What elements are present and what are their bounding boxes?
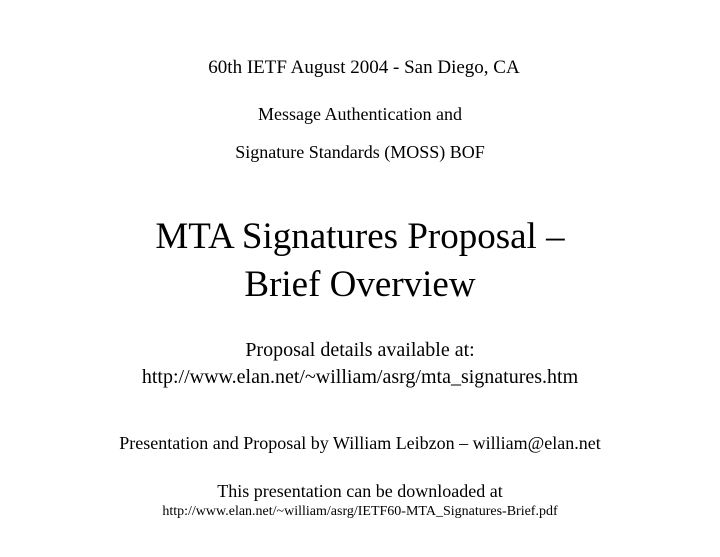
working-group-line-2: Signature Standards (MOSS) BOF bbox=[235, 142, 485, 162]
slide-title-line-2: Brief Overview bbox=[244, 264, 476, 305]
download-url[interactable]: http://www.elan.net/~william/asrg/IETF60-MTA_Signatures-Brief.pdf bbox=[162, 504, 558, 519]
download-label: This presentation can be downloaded at bbox=[217, 481, 503, 501]
working-group-line-1: Message Authentication and bbox=[258, 104, 462, 124]
author-credit: Presentation and Proposal by William Leibzon – william@elan.net bbox=[119, 433, 601, 453]
event-subtitle: 60th IETF August 2004 - San Diego, CA bbox=[208, 57, 520, 78]
slide-title-line-1: MTA Signatures Proposal – bbox=[155, 216, 565, 257]
proposal-details-url[interactable]: http://www.elan.net/~william/asrg/mta_signatures.htm bbox=[141, 366, 579, 388]
proposal-details-label: Proposal details available at: bbox=[245, 339, 475, 361]
